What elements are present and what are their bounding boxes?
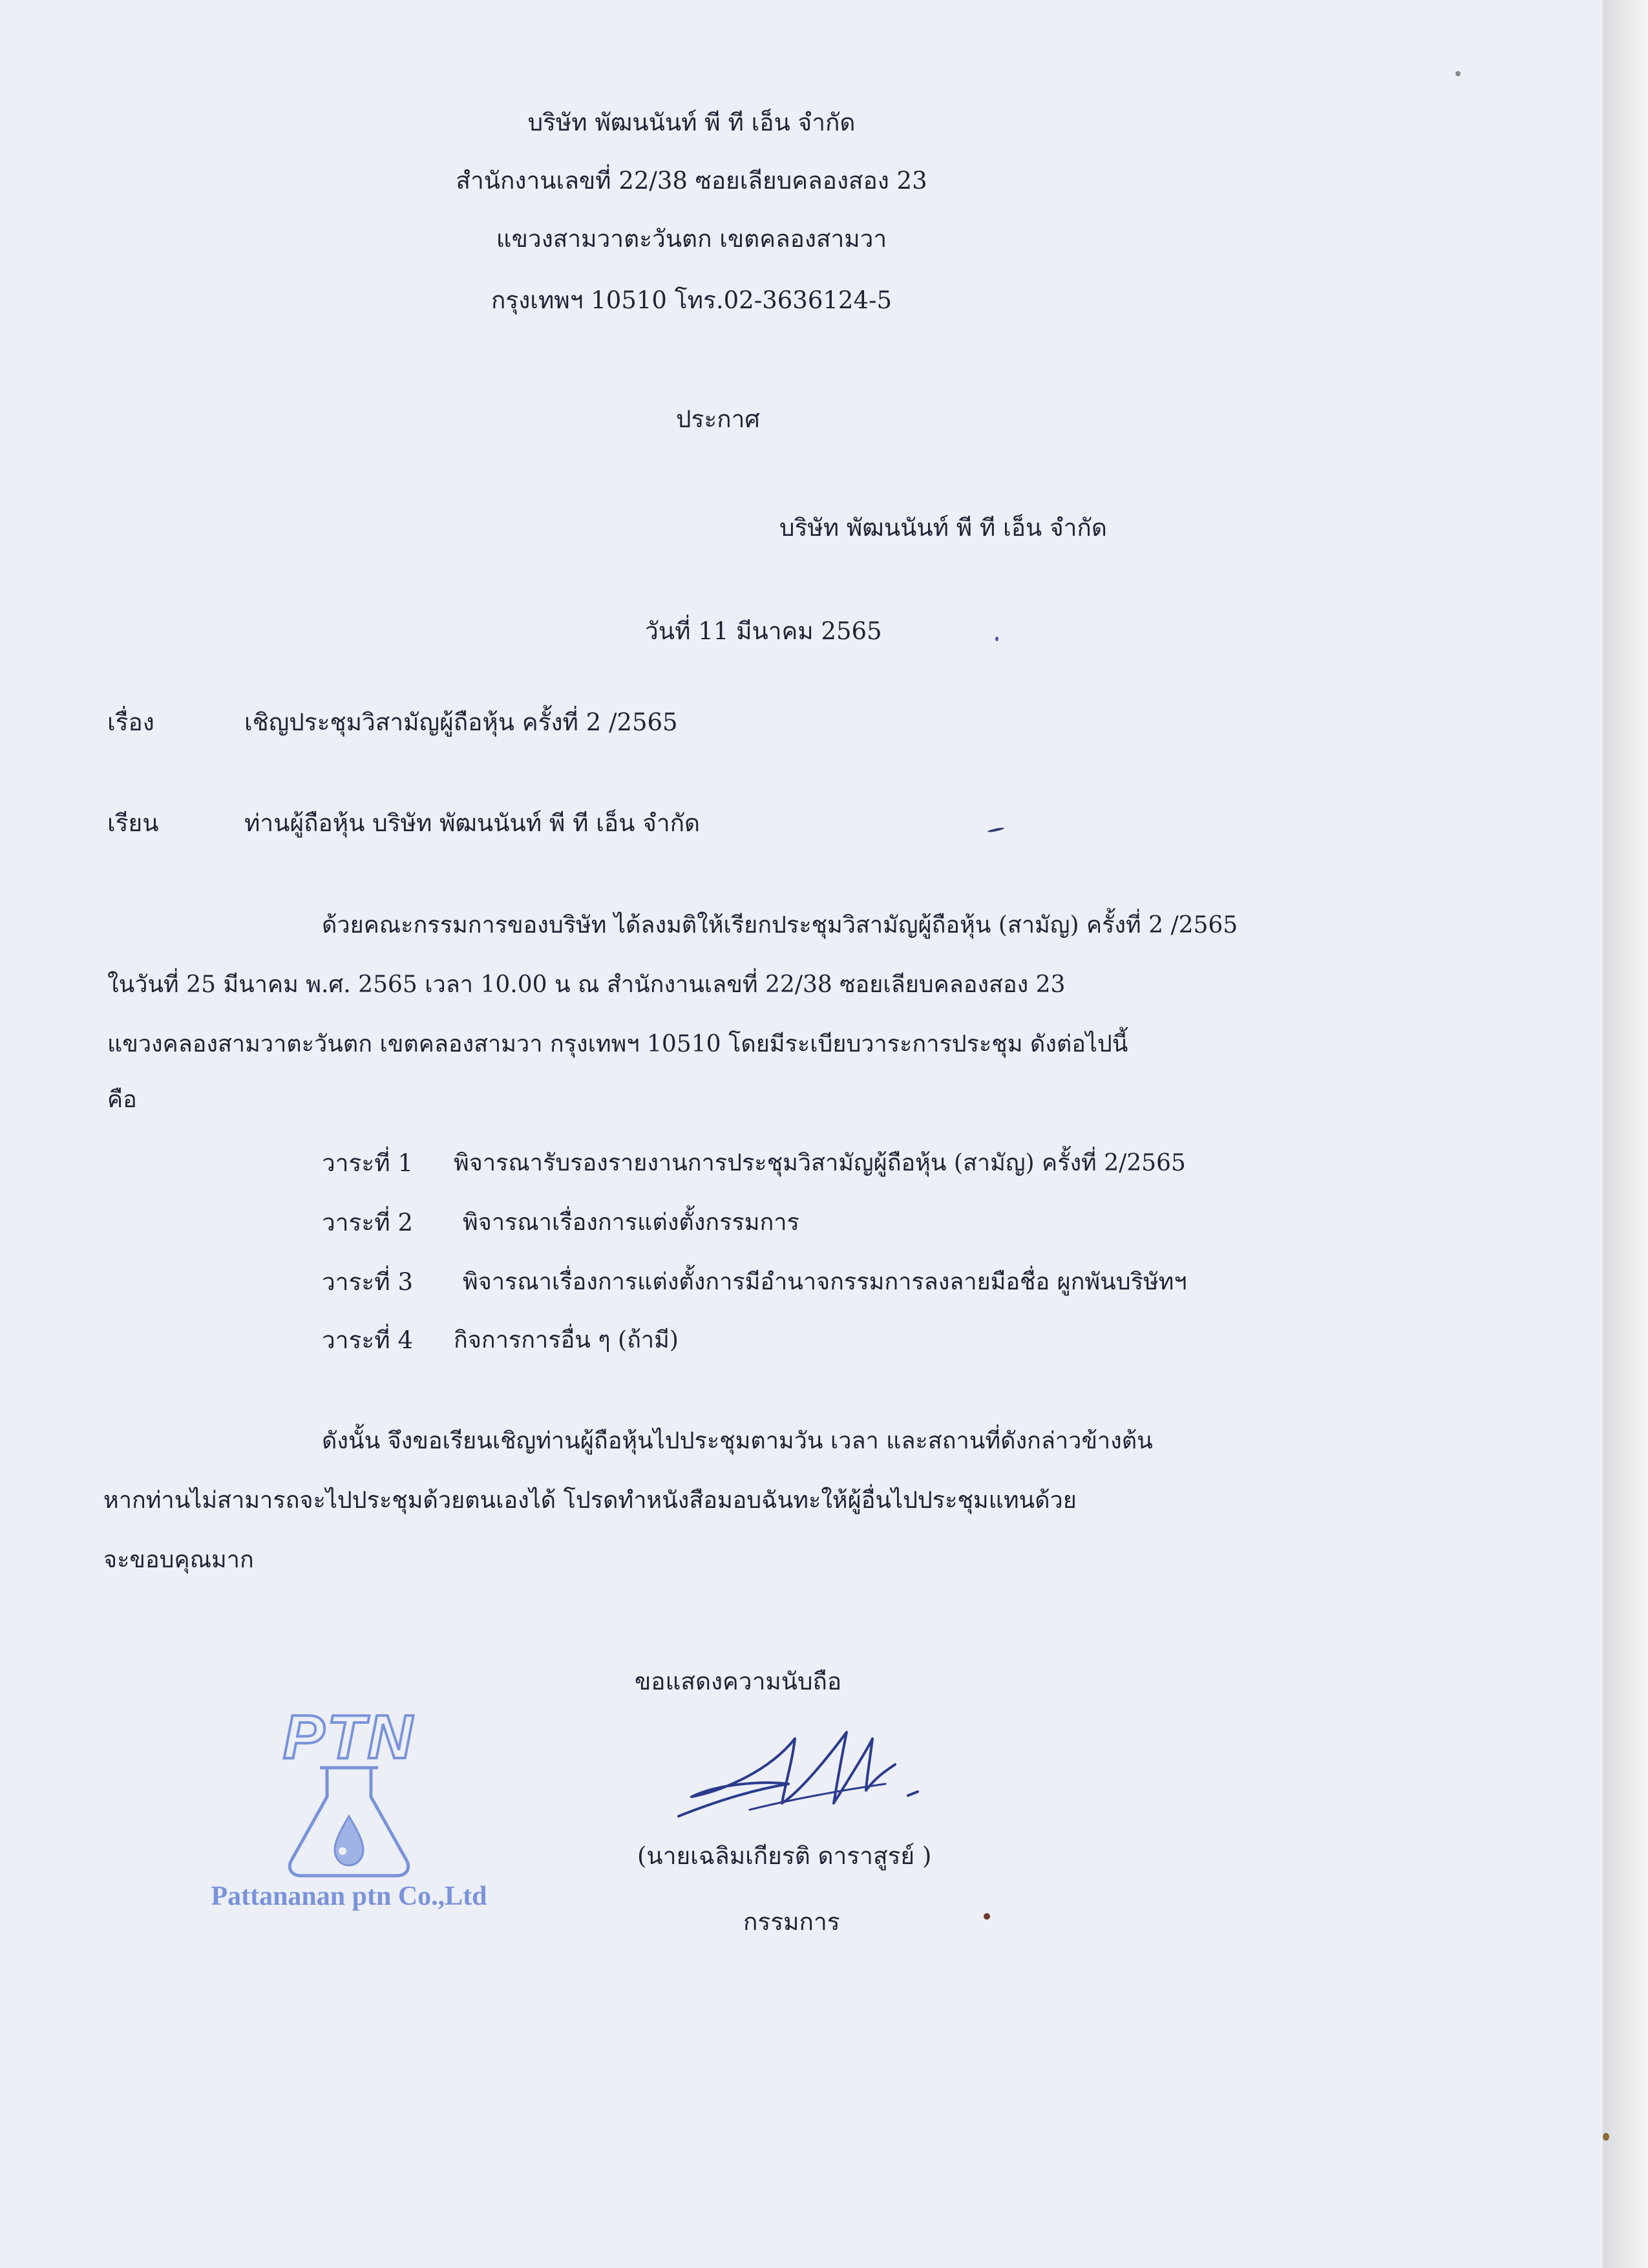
scan-speck bbox=[1603, 2133, 1609, 2141]
address-line-2: แขวงสามวาตะวันตก เขตคลองสามวา bbox=[496, 225, 887, 253]
announcement-issuer: บริษัท พัฒนนันท์ พี ที เอ็น จำกัด bbox=[779, 514, 1107, 542]
recipient-label: เรียน bbox=[107, 809, 159, 837]
stamp-company-name: Pattananan ptn Co.,Ltd bbox=[211, 1881, 487, 1911]
agenda-3-text: พิจารณาเรื่องการแต่งตั้งการมีอำนาจกรรมการลงลายมือชื่อ ผูกพันบริษัทฯ bbox=[463, 1269, 1187, 1295]
agenda-2-text: พิจารณาเรื่องการแต่งตั้งกรรมการ bbox=[463, 1209, 799, 1236]
body-p2-line3: จะขอบคุณมาก bbox=[103, 1547, 254, 1573]
agenda-4-text: กิจการการอื่น ๆ (ถ้ามี) bbox=[454, 1327, 679, 1353]
recipient-text: ท่านผู้ถือหุ้น บริษัท พัฒนนันท์ พี ที เอ็น จำกัด bbox=[244, 809, 701, 837]
stamp-logo-letters: PTN bbox=[283, 1706, 415, 1772]
subject-label: เรื่อง bbox=[107, 708, 154, 736]
address-line-1: สำนักงานเลขที่ 22/38 ซอยเลียบคลองสอง 23 bbox=[456, 167, 927, 195]
body-p1-line2: ในวันที่ 25 มีนาคม พ.ศ. 2565 เวลา 10.00 น ณ สำนักงานเลขที่ 22/38 ซอยเลียบคลองสอง 23 bbox=[107, 971, 1066, 998]
signer-title: กรรมการ bbox=[743, 1908, 840, 1936]
announcement-date: วันที่ 11 มีนาคม 2565 bbox=[645, 617, 882, 645]
announcement-title: ประกาศ bbox=[676, 405, 760, 433]
body-p2-line1: ดังนั้น จึงขอเรียนเชิญท่านผู้ถือหุ้นไปประชุมตามวัน เวลา และสถานที่ดังกล่าวข้างต้น bbox=[322, 1428, 1153, 1454]
page-edge bbox=[1603, 0, 1648, 2268]
agenda-1-label: วาระที่ 1 bbox=[322, 1149, 413, 1177]
agenda-3-label: วาระที่ 3 bbox=[322, 1268, 413, 1296]
closing-regards: ขอแสดงความนับถือ bbox=[635, 1668, 842, 1695]
signer-name: (นายเฉลิมเกียรติ ดาราสูรย์ ) bbox=[637, 1842, 932, 1870]
address-line-3: กรุงเทพฯ 10510 โทร.02-3636124-5 bbox=[491, 286, 893, 314]
body-p1-line4: คือ bbox=[107, 1086, 137, 1113]
body-p1-line3: แขวงคลองสามวาตะวันตก เขตคลองสามวา กรุงเทพฯ 10510 โดยมีระเบียบวาระการประชุม ดังต่อไปนี้ bbox=[107, 1031, 1128, 1057]
company-name: บริษัท พัฒนนันท์ พี ที เอ็น จำกัด bbox=[527, 109, 856, 136]
agenda-2-label: วาระที่ 2 bbox=[322, 1209, 413, 1236]
agenda-4-label: วาระที่ 4 bbox=[322, 1326, 413, 1354]
scan-speck bbox=[1455, 71, 1461, 76]
stamp-logo-icon bbox=[181, 1706, 517, 1881]
subject-text: เชิญประชุมวิสามัญผู้ถือหุ้น ครั้งที่ 2 /2565 bbox=[244, 708, 678, 736]
agenda-1-text: พิจารณารับรองรายงานการประชุมวิสามัญผู้ถือหุ้น (สามัญ) ครั้งที่ 2/2565 bbox=[454, 1150, 1186, 1176]
body-p1-line1: ด้วยคณะกรรมการของบริษัท ได้ลงมติให้เรียกประชุมวิสามัญผู้ถือหุ้น (สามัญ) ครั้งที่ 2 /2565 bbox=[322, 912, 1238, 938]
scan-speck bbox=[995, 637, 998, 641]
company-stamp bbox=[181, 1706, 517, 1920]
scan-speck bbox=[984, 1913, 990, 1920]
body-p2-line2: หากท่านไม่สามารถจะไปประชุมด้วยตนเองได้ โปรดทำหนังสือมอบฉันทะให้ผู้อื่นไปประชุมแทนด้วย bbox=[103, 1487, 1077, 1514]
signature-graphic bbox=[672, 1719, 931, 1829]
